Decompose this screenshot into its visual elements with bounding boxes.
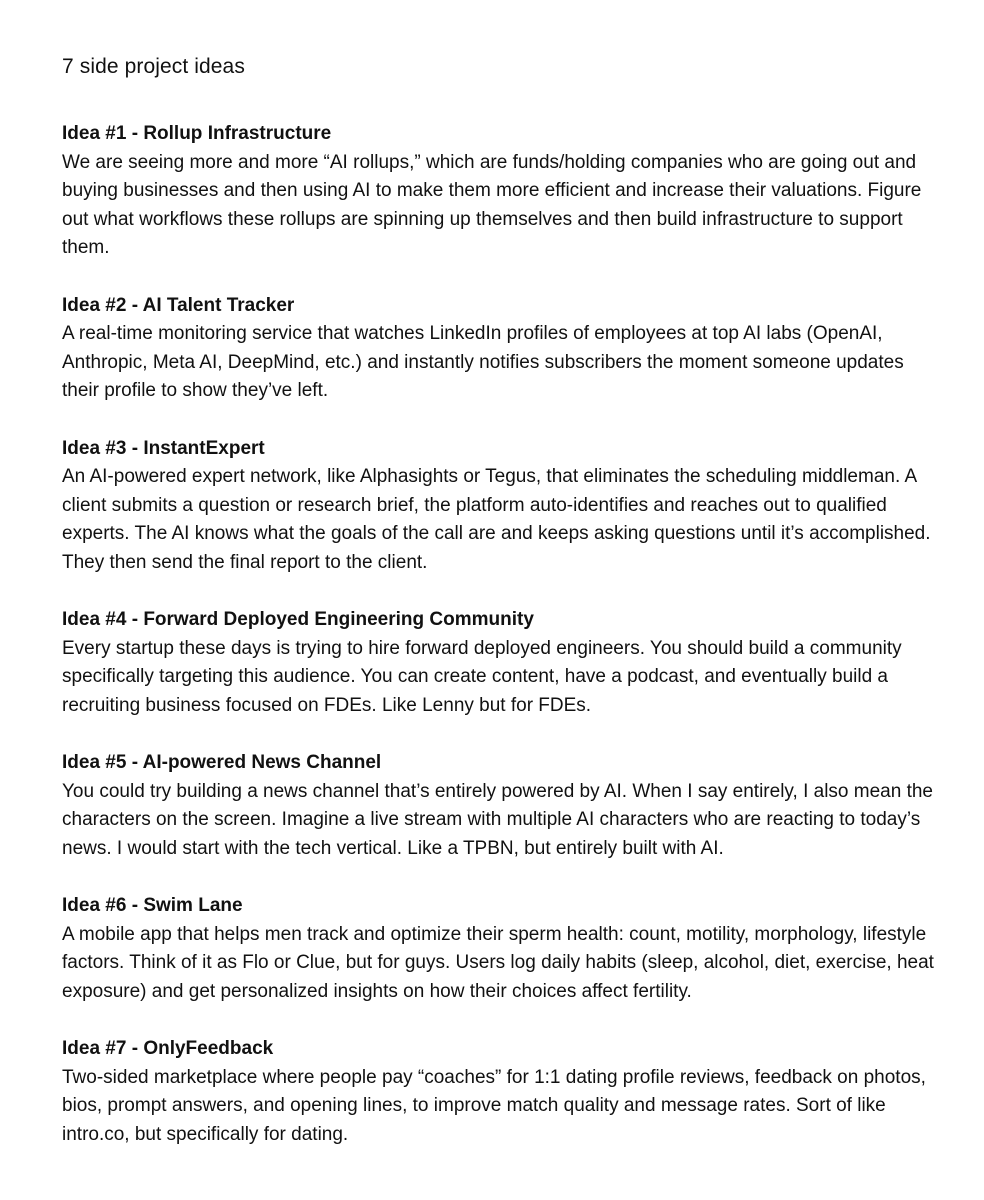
idea-section-4 <box>62 606 942 720</box>
idea-heading: Idea #7 - OnlyFeedback <box>62 1038 274 1059</box>
idea-heading: Idea #2 - AI Talent Tracker <box>62 294 295 316</box>
idea-section-1 <box>62 120 942 263</box>
idea-description: We are seeing more and more “AI rollups,” which are funds/holding companies who are going out and buying businesses and then using AI to make them more efficient and increase their valuations. Figure out what workflows these rollups are spinning up themselves and then build infrastructure to support them. <box>62 151 922 258</box>
idea-description: A real-time monitoring service that watches LinkedIn profiles of employees at top AI labs (OpenAI, Anthropic, Meta AI, DeepMind, etc.) and instantly notifies subscribers the moment someone updates their profile to show they’ve left. <box>62 323 904 401</box>
idea-description: A mobile app that helps men track and optimize their sperm health: count, motility, morphology, lifestyle factors. Think of it as Flo or Clue, but for guys. Users log daily habits (sleep, alcohol, diet, exercise, heat exposure) and get personalized insights on how their choices affect fertility. <box>62 923 934 1002</box>
idea-heading: Idea #3 - InstantExpert <box>62 437 265 459</box>
document-title: 7 side project ideas <box>62 55 245 78</box>
document-page <box>62 52 942 1178</box>
idea-description: Two-sided marketplace where people pay “coaches” for 1:1 dating profile reviews, feedback on photos, bios, prompt answers, and opening lines, to improve match quality and message rates. Sort of like intro.co, but specifically for dating. <box>62 1066 926 1145</box>
idea-heading: Idea #1 - Rollup Infrastructure <box>62 123 332 144</box>
idea-heading: Idea #4 - Forward Deployed Engineering Community <box>62 609 534 630</box>
idea-description: Every startup these days is trying to hire forward deployed engineers. You should build a community specifically targeting this audience. You can create content, have a podcast, and eventually build a recruiting business focused on FDEs. Like Lenny but for FDEs. <box>62 637 902 716</box>
idea-description: You could try building a news channel that’s entirely powered by AI. When I say entirely, I also mean the characters on the screen. Imagine a live stream with multiple AI characters who are reacting to today’s news. I would start with the tech vertical. Like a TPBN, but entirely built with AI. <box>62 780 933 859</box>
idea-section-5 <box>62 749 942 863</box>
idea-section-6 <box>62 892 942 1006</box>
idea-description: An AI-powered expert network, like Alphasights or Tegus, that eliminates the scheduling middleman. A client submits a question or research brief, the platform auto-identifies and reaches out to qualified experts. The AI knows what the goals of the call are and keeps asking questions until it’s accomplished. They then send the final report to the client. <box>62 466 931 573</box>
idea-section-7 <box>62 1035 942 1149</box>
idea-section-3 <box>62 435 942 578</box>
idea-section-2 <box>62 292 942 406</box>
idea-heading: Idea #5 - AI-powered News Channel <box>62 752 382 773</box>
idea-heading: Idea #6 - Swim Lane <box>62 895 243 916</box>
